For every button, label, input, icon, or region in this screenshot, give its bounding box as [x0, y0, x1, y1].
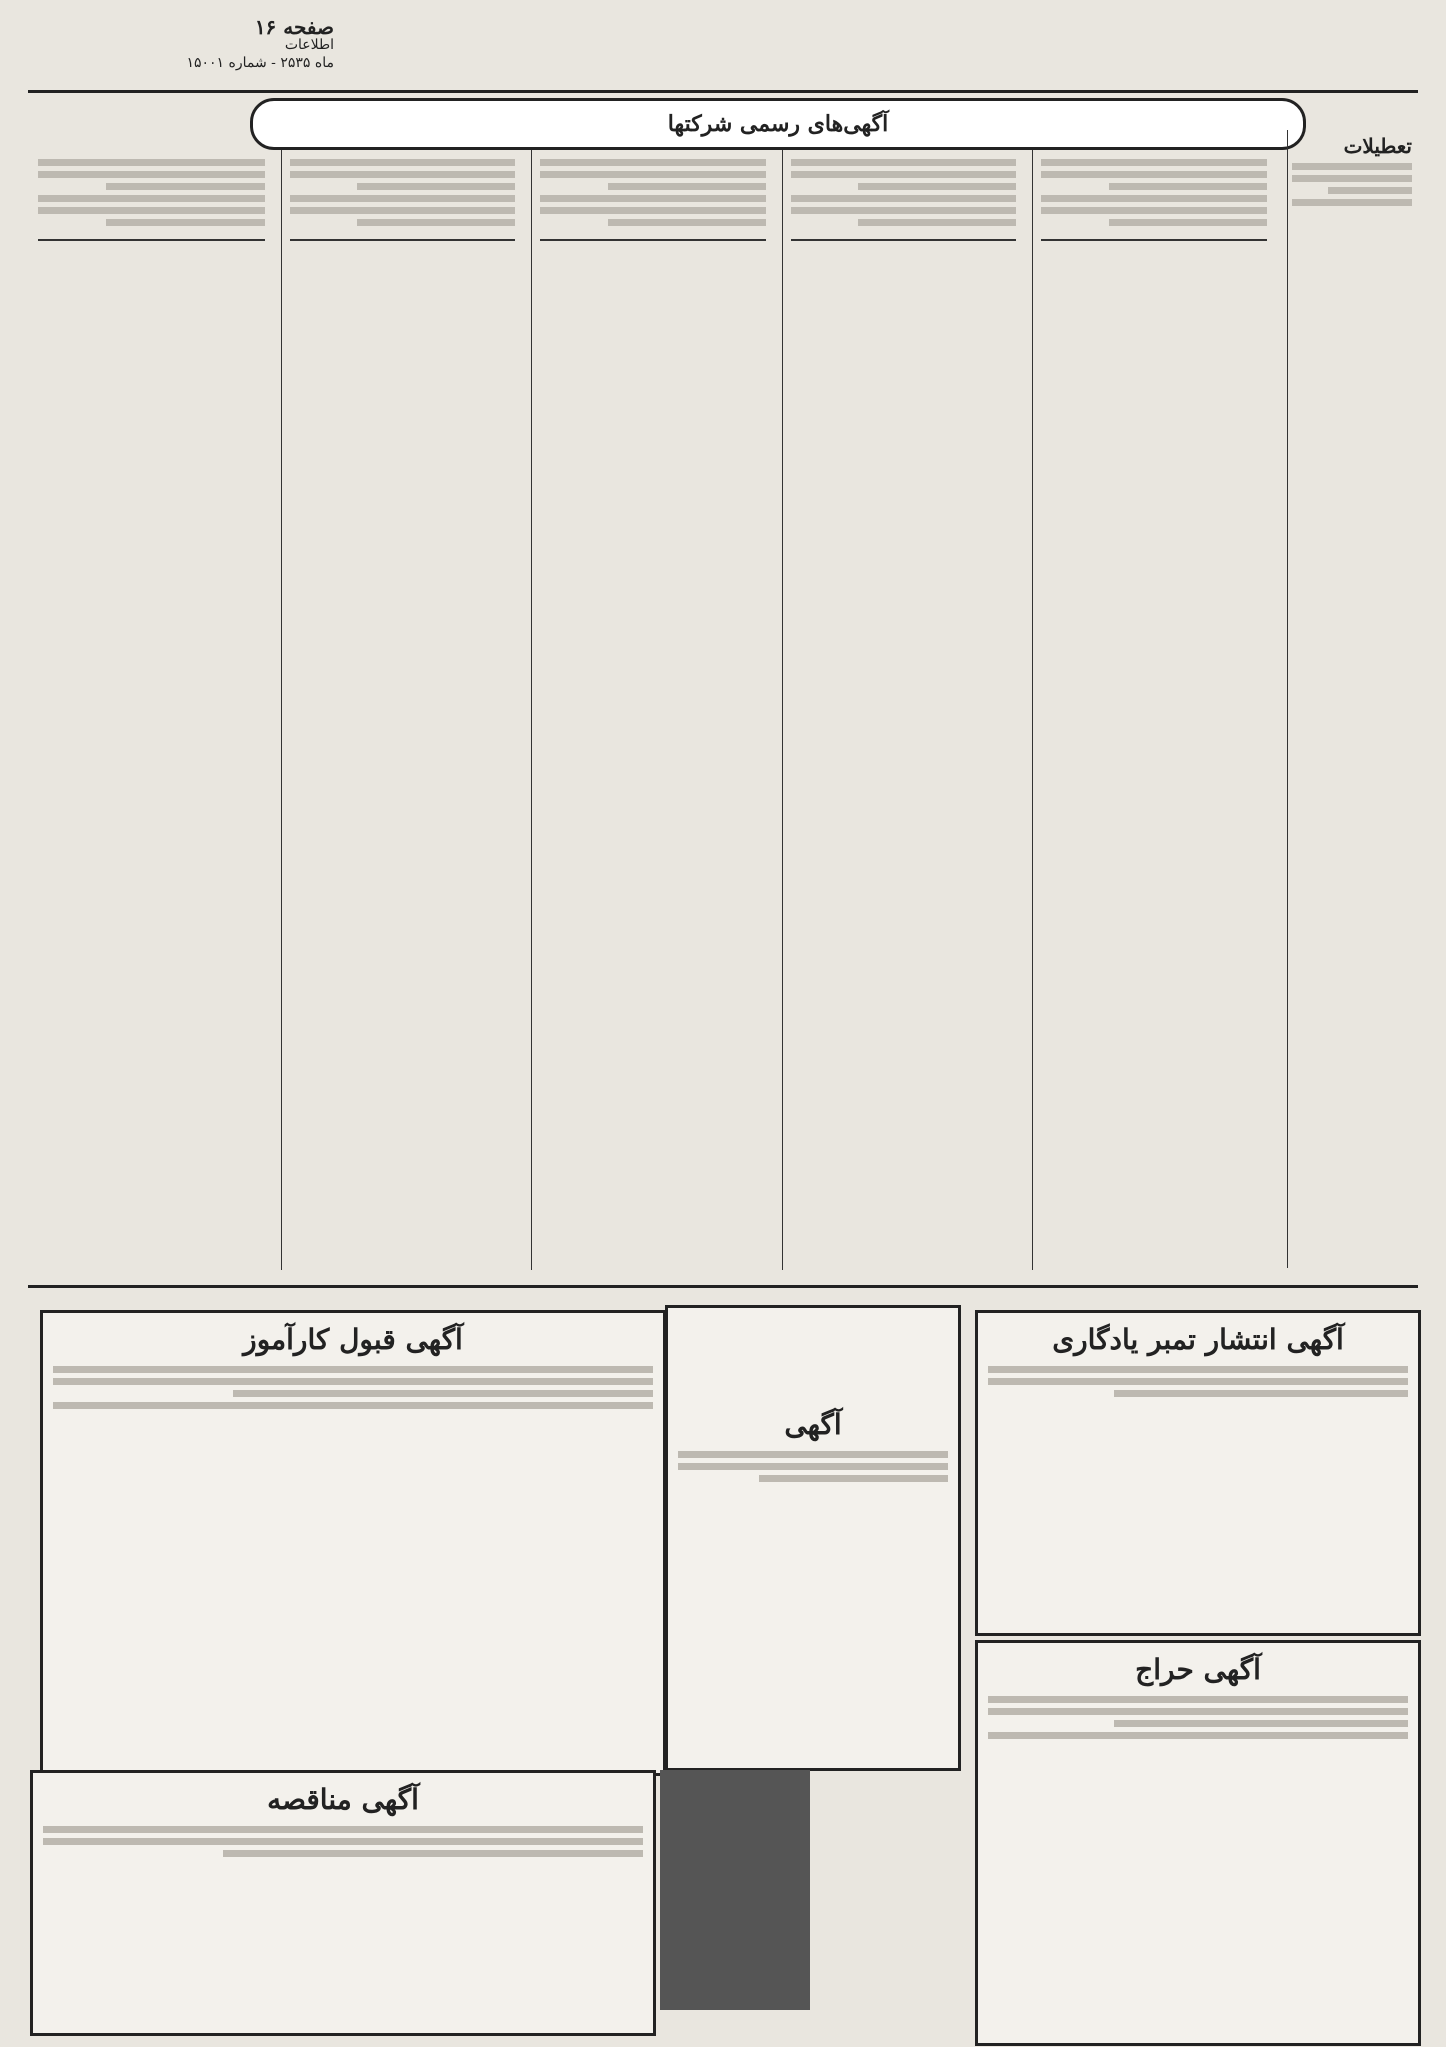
auction-ad-title: آگهی حراج [1135, 1653, 1261, 1686]
column [30, 150, 273, 1270]
top-rule [28, 90, 1418, 93]
stamp-ad-title: آگهی انتشار تمبر یادگاری [1052, 1323, 1344, 1356]
middle-rule [28, 1285, 1418, 1288]
notices-columns [30, 150, 1275, 1270]
tender-ad-title: آگهی مناقصه [267, 1783, 419, 1816]
hiring-ad [40, 1310, 666, 1776]
municipality-ad [665, 1305, 961, 1771]
column [531, 150, 774, 1270]
notice [1041, 159, 1267, 241]
column [1032, 150, 1275, 1270]
notice [791, 159, 1017, 241]
portrait-photo [660, 1770, 810, 2010]
auction-ad [975, 1640, 1421, 2046]
hiring-ad-title: آگهی قبول کارآموز [243, 1323, 463, 1356]
stamp-ad [975, 1310, 1421, 1636]
notice [38, 159, 265, 241]
notice [540, 159, 766, 241]
holidays-column [1287, 130, 1416, 1268]
column [281, 150, 524, 1270]
masthead [34, 15, 334, 72]
publication-line: اطلاعات [284, 37, 334, 53]
municipality-ad-title: آگهی [784, 1408, 842, 1441]
issue-line: ماه ۲۵۳۵ - شماره ۱۵۰۰۱ [186, 55, 334, 71]
notice [290, 159, 516, 241]
section-banner: آگهی‌های رسمی شرکتها [250, 98, 1306, 150]
holidays-title: تعطیلات [1343, 134, 1412, 158]
page-number: صفحه ۱۶ [254, 15, 334, 39]
column [782, 150, 1025, 1270]
tender-ad [30, 1770, 656, 2036]
